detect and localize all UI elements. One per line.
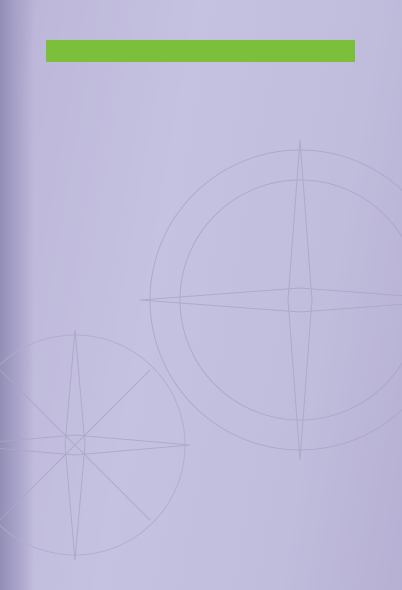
contents-header [46,40,355,62]
spine-shadow [0,0,34,590]
